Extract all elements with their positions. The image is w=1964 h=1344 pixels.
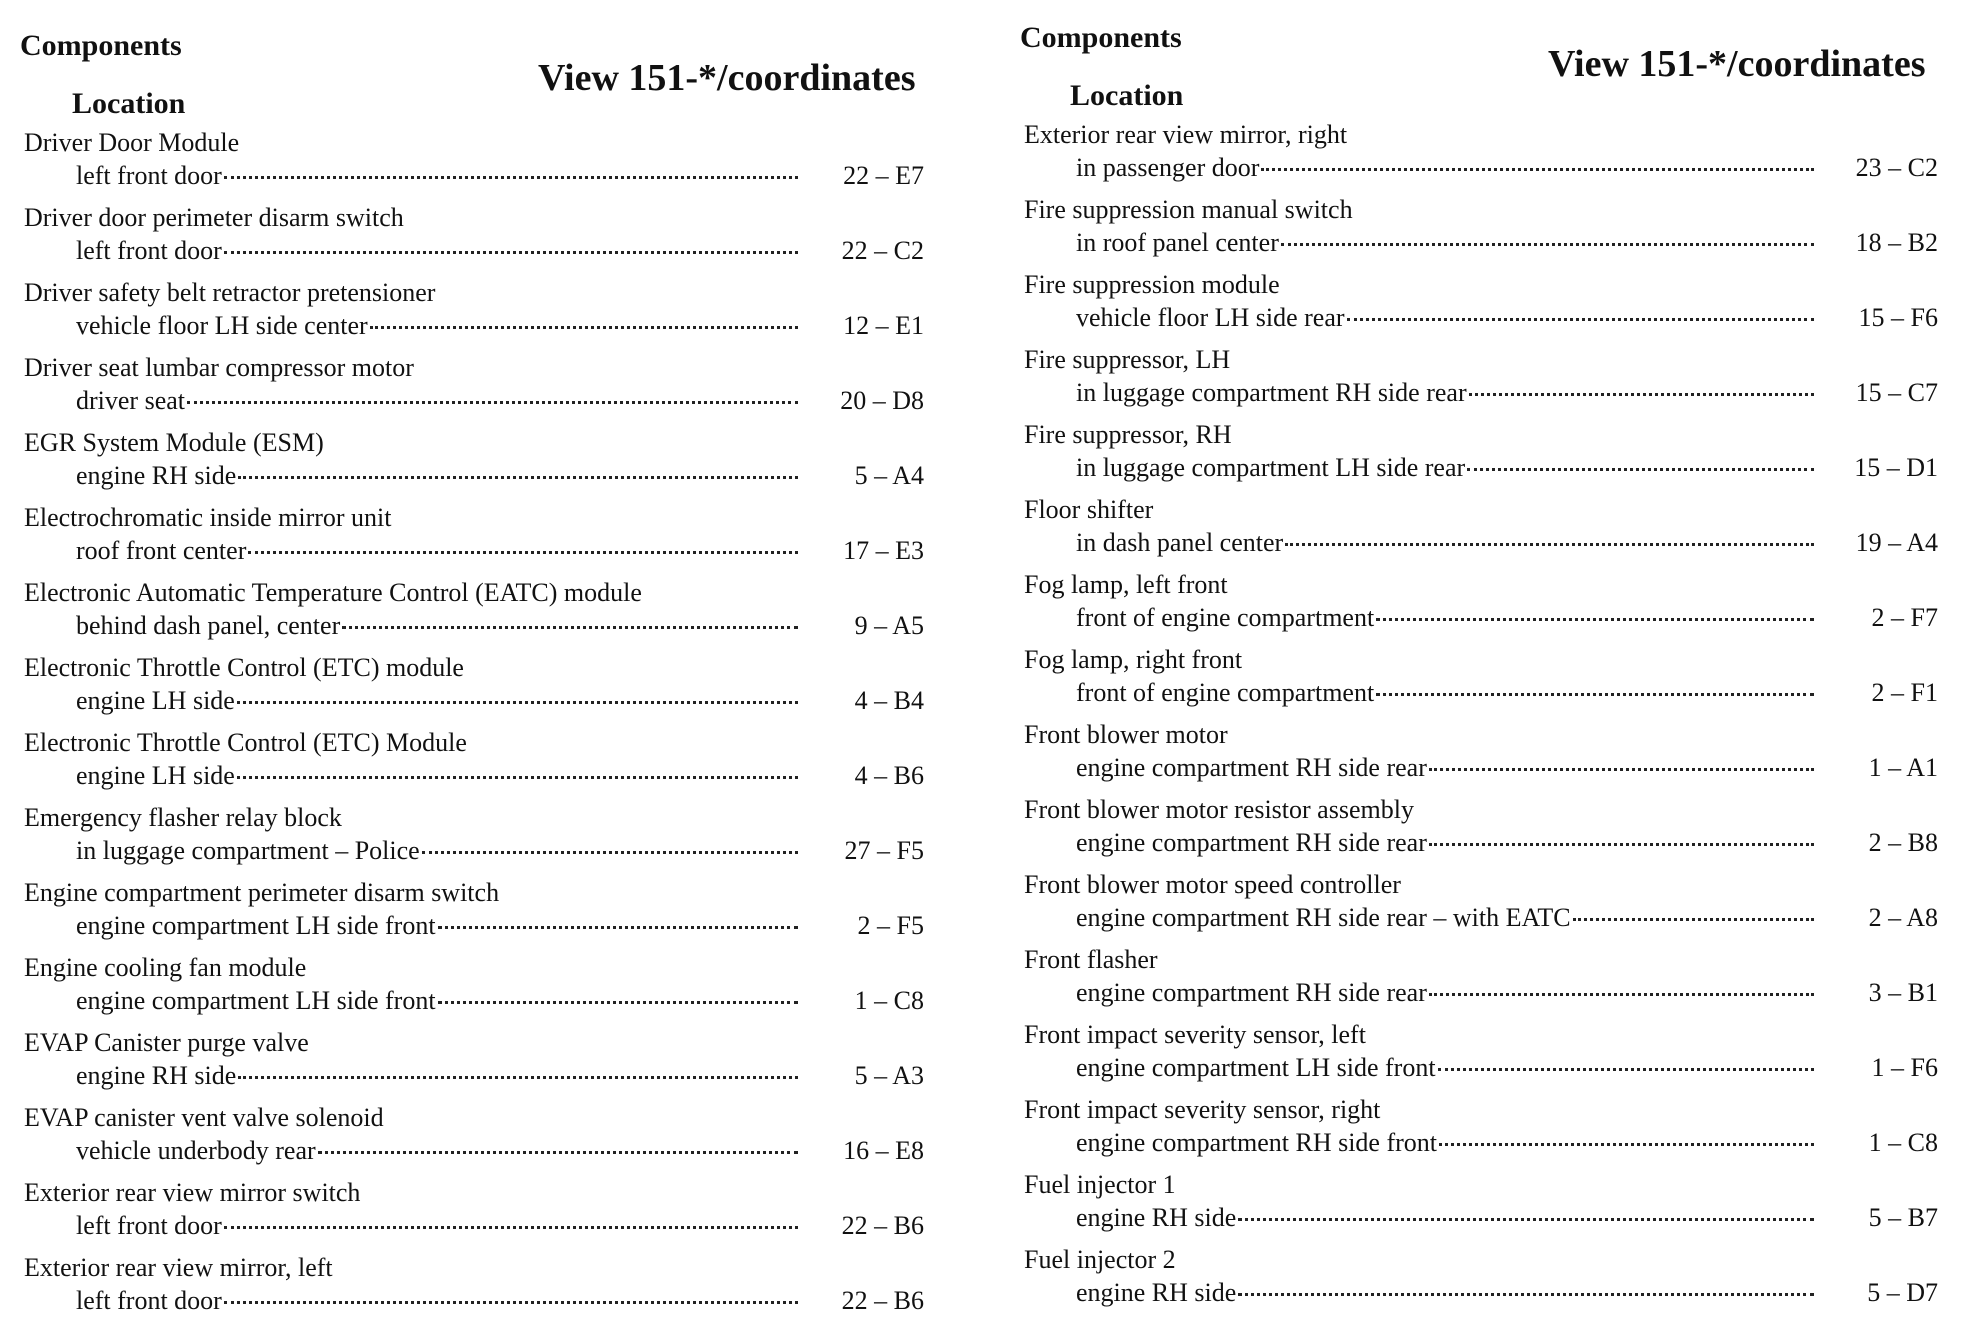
dot-leader — [224, 1225, 798, 1229]
view-coordinate: 19 – A4 — [1855, 528, 1938, 557]
view-coordinate: 1 – F6 — [1871, 1053, 1938, 1082]
dot-leader — [1429, 842, 1814, 846]
component-name: Electronic Automatic Temperature Control (EATC) module — [24, 578, 642, 607]
component-entry — [24, 878, 924, 953]
component-name: Front impact severity sensor, left — [1024, 1020, 1366, 1049]
component-location: vehicle floor LH side rear — [1076, 303, 1345, 332]
dot-leader — [342, 625, 798, 629]
component-name: Fog lamp, right front — [1024, 645, 1243, 674]
location-line — [76, 386, 798, 416]
view-coordinate: 4 – B4 — [854, 686, 924, 715]
location-line — [76, 311, 798, 341]
location-line — [1076, 153, 1814, 183]
component-entry — [1024, 1020, 1938, 1095]
component-entry — [1024, 645, 1938, 720]
dot-leader — [1573, 917, 1814, 921]
component-entry — [1024, 495, 1938, 570]
right-page — [1000, 0, 1964, 1344]
dot-leader — [1238, 1292, 1814, 1296]
component-location: engine compartment RH side front — [1076, 1128, 1438, 1157]
component-location: engine compartment RH side rear – with EATC — [1076, 903, 1571, 932]
component-name: Driver safety belt retractor pretensioner — [24, 278, 436, 307]
dot-leader — [1439, 1142, 1814, 1146]
location-line — [76, 1286, 798, 1316]
component-entry — [24, 278, 924, 353]
component-entry — [24, 128, 924, 203]
component-entry — [1024, 1095, 1938, 1170]
component-entry — [24, 428, 924, 503]
component-location: engine compartment LH side front — [1076, 1053, 1436, 1082]
component-location: in dash panel center — [1076, 528, 1284, 557]
location-heading: Location — [72, 87, 186, 120]
view-coordinate: 23 – C2 — [1855, 153, 1938, 182]
location-line — [1076, 978, 1814, 1008]
component-name: Fire suppression manual switch — [1024, 195, 1353, 224]
component-list — [1024, 120, 1938, 1320]
dot-leader — [1429, 767, 1814, 771]
component-entry — [24, 1028, 924, 1103]
location-line — [76, 611, 798, 641]
view-coordinate: 22 – B6 — [841, 1211, 924, 1240]
dot-leader — [238, 1075, 798, 1079]
location-line — [76, 1136, 798, 1166]
location-line — [1076, 1278, 1814, 1308]
component-entry — [24, 953, 924, 1028]
component-entry — [24, 1103, 924, 1178]
view-coordinate: 15 – F6 — [1858, 303, 1938, 332]
location-line — [76, 836, 798, 866]
component-location: engine compartment RH side rear — [1076, 978, 1427, 1007]
component-location: vehicle underbody rear — [76, 1136, 316, 1165]
component-entry — [1024, 720, 1938, 795]
dot-leader — [1438, 1067, 1814, 1071]
location-line — [76, 986, 798, 1016]
component-entry — [1024, 570, 1938, 645]
view-coordinate: 15 – C7 — [1855, 378, 1938, 407]
component-name: Front blower motor speed controller — [1024, 870, 1401, 899]
component-entry — [24, 203, 924, 278]
dot-leader — [318, 1150, 798, 1154]
component-name: EGR System Module (ESM) — [24, 428, 324, 457]
component-location: vehicle floor LH side center — [76, 311, 368, 340]
component-location: in passenger door — [1076, 153, 1260, 182]
dot-leader — [1281, 242, 1814, 246]
component-name: Electronic Throttle Control (ETC) Module — [24, 728, 467, 757]
dot-leader — [224, 1300, 798, 1304]
dot-leader — [224, 175, 798, 179]
location-line — [76, 461, 798, 491]
component-name: Exterior rear view mirror switch — [24, 1178, 361, 1207]
view-coordinates-heading: View 151-*/coordinates — [538, 57, 916, 99]
component-name: Front blower motor — [1024, 720, 1228, 749]
component-location: engine compartment RH side rear — [1076, 753, 1427, 782]
dot-leader — [248, 550, 798, 554]
dot-leader — [438, 1000, 798, 1004]
location-line — [1076, 453, 1814, 483]
component-name: EVAP Canister purge valve — [24, 1028, 309, 1057]
component-name: Exterior rear view mirror, right — [1024, 120, 1348, 149]
dot-leader — [1469, 392, 1814, 396]
view-coordinate: 27 – F5 — [844, 836, 924, 865]
component-name: Driver door perimeter disarm switch — [24, 203, 404, 232]
component-entry — [1024, 120, 1938, 195]
component-entry — [1024, 1170, 1938, 1245]
location-line — [1076, 753, 1814, 783]
component-location: in roof panel center — [1076, 228, 1279, 257]
dot-leader — [224, 250, 798, 254]
dot-leader — [237, 775, 798, 779]
component-entry — [24, 653, 924, 728]
view-coordinate: 1 – C8 — [854, 986, 924, 1015]
component-location: in luggage compartment LH side rear — [1076, 453, 1466, 482]
component-entry — [24, 728, 924, 803]
component-entry — [1024, 420, 1938, 495]
view-coordinate: 1 – A1 — [1868, 753, 1938, 782]
view-coordinate: 2 – A8 — [1868, 903, 1938, 932]
view-coordinate: 15 – D1 — [1854, 453, 1938, 482]
view-coordinates-heading: View 151-*/coordinates — [1548, 43, 1926, 85]
dot-leader — [1238, 1217, 1814, 1221]
component-name: Fire suppressor, LH — [1024, 345, 1231, 374]
view-coordinate: 16 – E8 — [843, 1136, 924, 1165]
components-heading: Components — [20, 29, 182, 62]
component-location: engine RH side — [1076, 1203, 1237, 1232]
component-entry — [1024, 195, 1938, 270]
component-name: Engine compartment perimeter disarm switch — [24, 878, 500, 907]
left-page — [0, 0, 980, 1344]
component-name: Electrochromatic inside mirror unit — [24, 503, 392, 532]
location-line — [76, 1211, 798, 1241]
component-location: engine RH side — [76, 1061, 237, 1090]
component-location: front of engine compartment — [1076, 678, 1375, 707]
view-coordinate: 22 – B6 — [841, 1286, 924, 1315]
dot-leader — [237, 700, 798, 704]
component-entry — [1024, 270, 1938, 345]
component-name: Fire suppression module — [1024, 270, 1280, 299]
location-line — [76, 1061, 798, 1091]
location-line — [1076, 603, 1814, 633]
view-coordinate: 9 – A5 — [854, 611, 924, 640]
location-line — [76, 761, 798, 791]
component-name: Front impact severity sensor, right — [1024, 1095, 1381, 1124]
component-name: Exterior rear view mirror, left — [24, 1253, 333, 1282]
component-location: in luggage compartment – Police — [76, 836, 420, 865]
view-coordinate: 5 – B7 — [1868, 1203, 1938, 1232]
dot-leader — [1376, 617, 1814, 621]
view-coordinate: 3 – B1 — [1868, 978, 1938, 1007]
component-entry — [1024, 945, 1938, 1020]
component-name: Driver seat lumbar compressor motor — [24, 353, 414, 382]
view-coordinate: 5 – D7 — [1867, 1278, 1938, 1307]
component-entry — [24, 578, 924, 653]
component-entry — [1024, 1245, 1938, 1320]
component-location: engine LH side — [76, 686, 235, 715]
component-location: left front door — [76, 236, 222, 265]
component-entry — [24, 353, 924, 428]
dot-leader — [1347, 317, 1814, 321]
location-line — [1076, 1203, 1814, 1233]
dot-leader — [1467, 467, 1814, 471]
location-line — [1076, 1128, 1814, 1158]
component-name: Emergency flasher relay block — [24, 803, 342, 832]
component-location: engine LH side — [76, 761, 235, 790]
location-line — [1076, 378, 1814, 408]
location-line — [1076, 228, 1814, 258]
view-coordinate: 17 – E3 — [843, 536, 924, 565]
view-coordinate: 2 – F1 — [1871, 678, 1938, 707]
component-list — [24, 128, 924, 1328]
location-line — [76, 911, 798, 941]
view-coordinate: 2 – B8 — [1868, 828, 1938, 857]
component-location: front of engine compartment — [1076, 603, 1375, 632]
dot-leader — [422, 850, 798, 854]
location-line — [1076, 828, 1814, 858]
component-location: driver seat — [76, 386, 186, 415]
component-name: Electronic Throttle Control (ETC) module — [24, 653, 464, 682]
component-name: Floor shifter — [1024, 495, 1154, 524]
dot-leader — [1285, 542, 1814, 546]
component-location: engine compartment RH side rear — [1076, 828, 1427, 857]
component-entry — [24, 1178, 924, 1253]
component-name: EVAP canister vent valve solenoid — [24, 1103, 384, 1132]
view-coordinate: 22 – E7 — [843, 161, 924, 190]
component-location: in luggage compartment RH side rear — [1076, 378, 1467, 407]
component-name: Fire suppressor, RH — [1024, 420, 1232, 449]
view-coordinate: 22 – C2 — [841, 236, 924, 265]
view-coordinate: 2 – F5 — [857, 911, 924, 940]
component-location: engine compartment LH side front — [76, 911, 436, 940]
view-coordinate: 4 – B6 — [854, 761, 924, 790]
component-entry — [1024, 345, 1938, 420]
dot-leader — [1376, 692, 1814, 696]
location-line — [76, 236, 798, 266]
view-coordinate: 18 – B2 — [1855, 228, 1938, 257]
dot-leader — [238, 475, 798, 479]
component-name: Fog lamp, left front — [1024, 570, 1228, 599]
component-location: engine RH side — [76, 461, 237, 490]
location-line — [1076, 903, 1814, 933]
component-name: Engine cooling fan module — [24, 953, 307, 982]
component-location: roof front center — [76, 536, 247, 565]
component-name: Fuel injector 1 — [1024, 1170, 1176, 1199]
component-name: Driver Door Module — [24, 128, 240, 157]
component-name: Front flasher — [1024, 945, 1158, 974]
dot-leader — [1429, 992, 1814, 996]
location-line — [1076, 1053, 1814, 1083]
component-location: engine RH side — [1076, 1278, 1237, 1307]
view-coordinate: 20 – D8 — [840, 386, 924, 415]
component-location: left front door — [76, 161, 222, 190]
component-name: Front blower motor resistor assembly — [1024, 795, 1414, 824]
components-heading: Components — [1020, 21, 1182, 54]
location-line — [1076, 678, 1814, 708]
view-coordinate: 5 – A3 — [854, 1061, 924, 1090]
dot-leader — [370, 325, 798, 329]
dot-leader — [187, 400, 798, 404]
location-heading: Location — [1070, 79, 1184, 112]
component-name: Fuel injector 2 — [1024, 1245, 1176, 1274]
view-coordinate: 2 – F7 — [1871, 603, 1938, 632]
component-location: left front door — [76, 1211, 222, 1240]
component-entry — [24, 1253, 924, 1328]
component-entry — [1024, 795, 1938, 870]
component-entry — [1024, 870, 1938, 945]
component-entry — [24, 503, 924, 578]
location-line — [76, 686, 798, 716]
view-coordinate: 1 – C8 — [1868, 1128, 1938, 1157]
location-line — [1076, 528, 1814, 558]
component-entry — [24, 803, 924, 878]
dot-leader — [438, 925, 798, 929]
view-coordinate: 5 – A4 — [854, 461, 924, 490]
component-location: behind dash panel, center — [76, 611, 341, 640]
view-coordinate: 12 – E1 — [843, 311, 924, 340]
dot-leader — [1261, 167, 1814, 171]
component-location: left front door — [76, 1286, 222, 1315]
location-line — [1076, 303, 1814, 333]
location-line — [76, 161, 798, 191]
location-line — [76, 536, 798, 566]
component-location: engine compartment LH side front — [76, 986, 436, 1015]
